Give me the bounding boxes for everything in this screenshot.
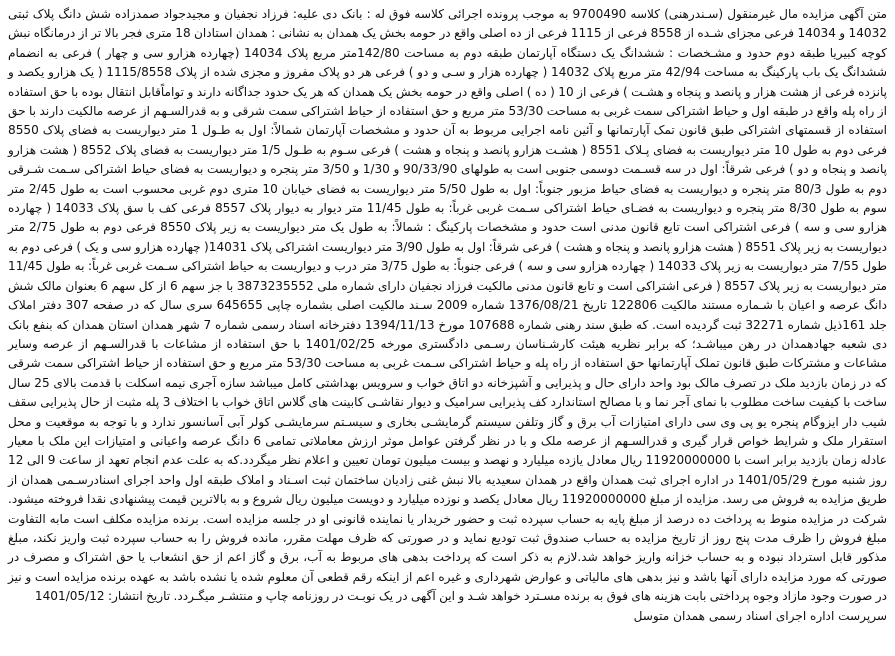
auction-notice <box>8 5 887 646</box>
notice-signature: سرپرست اداره اجرای اسناد رسمی همدان متوسل <box>633 608 887 623</box>
notice-body: متن آگهی مزایده مال غیرمنقول (سـندرهنی) کلاسه 9700490 به موجب پرونده اجرائی کلاسه فوق له : بانک دی علیه: فرزاد نجفیان و مجیدجواد صمدزاده شش دانگ پلاک ثبتی 14032 و 14034 فرعی مجزای شـده از 8558 فرعی از 1115 فرعی از ده اصلی واقع در حومه بخش یک همدان به نشانی : همدان استادان 18 متری فجر بالا تر از درمانگاه نبش کوچه کبیریا طبقه دوم حدود و مشـخصات : ششدانگ یک دستگاه آپارتمان طبقه دوم به مساحت 142/80متر مربع پلاک 14034 (چهارده هزارو سی و چهار ) فرعی به انضمام ششدانگ یک باب پارکینگ به مساحت 42/94 متر مربع پلاک 14032 ( چهارده هزار و سـی و دو ) فرعی هر دو پلاک مفروز و مجزی شده از پلاک 1115/8558 ( یک هزارو یکصد و پانزده فرعی از هشت هزار و پانصد و پنجاه و هشـت ) فرعی از 10 ( ده ) اصلی واقع در حومه بخش یک همدان که هر یک حدود جداگانه دارند و تواماًقابل انتقال بوده با حق استفاده از راه پله واقع در طبقه اول و حیاط اشتراکی سمت غربی به مساحت 53/30 متر مربع و حق استفاده از حیاط اشتراکی سمت شرقی و به قدرالسـهم از عرصه مالکیت دارند با حق استفاده از قسمتهای اشتراکی طبق قانون تمک آپارتمانها و آئین نامه اجرایی مربوط به آن حدود و مشخصات آپارتمان شمالاً: اول به طـول 1 متر دیواریست به فضای پلاک 8550 فرعی دوم به طول 10 متر دیواریست به فضای پـلاک 8551 ( هشـت هزارو پانصد و پنجاه و هشت ) فرعی سـوم به طـول 1/5 متر دیواریست به فضای پلاک 8552 ( هشت هزارو پانصد و پنجاه و دو ) فرعی شرقاً: اول در سه قسـمت دوسمی جنوبی است به طولهای 90/33/90 و 1/30 و 3/50 متر پنجره و دیواریست به فضای حیاط اشتراکی سـمت شـرقی دوم به طول 80/3 متر پنجره و دیواریست به فضای حیاط مزبور جنوباً: اول به طول 5/50 متر دیواریست به فضای خیابان 10 متری دوم غربی محسوب است به طول 2/45 متر سوم به طول 8/30 متر پنجره و دیواریست به فضـای حیاط اشتراکی سـمت غربی غرباً: به طول 11/45 متر دیوار به دیوار پلاک 8557 فرعی کف با سق پلاک 14033 ( چهارده هزارو سی و سه ) فرعی اشتراکی است تابع قانون مدنی است حدود و مشخصات پارکینگ : شمالاً: به طول یک متر دیواریست به زیر پلاک 8550 فرعی دوم به طول 2/75 متر دیواریست به زیر پلاک 8551 ( هشت هزارو پانصد و پنجاه و هشت ) فرعی شرقاً: اول به طول 3/90 متر دیواریست اشتراکی پلاک 14031( چهارده هزارو سی و یک ) فرعی دوم به طول 7/55 متر دیواریست به زیر پلاک 14033 ( چهارده هزارو سی و سه ) فرعی جنوباً: به طول 3/75 متر درب و دیواریست به حیاط اشتراکی سـمت غربی غرباً: به طول 11/45 متر دیواریست به زیر پلاک 8557 ( فرعی اشتراکی است و تابع قانون مدنی مالکیت فرزاد نجفیان دارای شماره ملی 3873235552 با جز سهم 6 از کل سهم 6 بعنوان مالک شش دانگ عرصه و اعیان با شـماره مستند مالکیت 122806 تاریخ 1376/08/21 شماره 2009 سـند مالکیت اصلی بشماره چاپی 645655 سری سال که در صفحه 307 دفتر املاک جلد 161ذیل شماره 32271 ثبت گردیده است. که طبق سند رهنی شماره 107688 مورخ 1394/11/13 دفترخانه اسناد رسمی شماره 7 شهر همدان استان همدان که بنفع بانک دی شعبه جهادهمدان در رهن میباشـد؛ که برابر نظریه هیئت کارشـناسان رسـمی دادگستری مورخه 1401/02/25 با حق استفاده از مشاعات با قدرالسـهم از عرصه وسایر مشاعات و مشترکات طبق قانون تملک آپارتمانها حق استفاده از راه پله و حیاط اشتراکی سـمت غربی به مساحت 53/30 متر مربع و حق استفاده از حیاط اشتراکی سمت شرقی که در زمان بازدید ملک در تصرف مالک بود واحد دارای حال و پذیرایی و آشپزخانه دو اتاق خواب و سرویس بهداشتی کامل میباشد سازه آجری نیمه اسکلت با قدمت بالای 25 سال ساخت با کیفیت ساخت مطلوب با نمای آجر نما و با مصالح استاندارد کف پذیرایی سرامیک و دیوار نقاشـی کابینت های گلاس اتاق خواب با اختلاف 3 پله مثبت از حال پذیرایی سقف شیب دار ایزوگام پنجره یو پی وی سی دارای امتیازات آب برق و گاز وتلفن سیستم گرمایشـی بخاری و سیسـتم سرمایشـی کولر آبی آسانسور ندارد و با توجه به موقعیت و محل استقرار ملک و شرایط خواص قرار گیری و قدرالسـهم از عرصه ملک و با در نظر گرفتن عوامل موثر ارزش معاملاتی تمامی 6 دانگ عرصه واعیانی و امتیازات این ملک با معیار عادله زمان بازدید برابر است با 11920000000 ریال معادل یازده میلیارد و نهصد و بیست میلیون تومان تعیین و اعلام نظر میگردد.که به علت عدم انجام تعهد از ساعت 9 الی 12 روز شنبه مورخ 1401/05/29 در اداره اجرای ثبت همدان واقع در همدان سعیدیه بالا نبش غنی زادیان ساختمان ثبت اسـناد و املاک طبقه اول واحد اجرای اسنادرسـمی همدان از طریق مزایده به فروش می رسد. مزایده از مبلغ 11920000000 ریال معادل یکصد و نوزده میلیارد و دویست میلیون ریال شروع و به بالاترین قیمت پیشنهادی نقدا فروخته میشود. شرکت در مزایده منوط به پرداخت ده درصد از مبلغ پایه به حساب سپرده ثبت و حضور خریدار یا نماینده قانونی او در جلسه مزایده است. برنده مزایده مکلف است مابه التفاوت مبلغ فروش را ظرف مدت پنج روز از تاریخ مزایده به حساب صندوق ثبت تودیع نماید و در صورتی که ظرف مهلت مقرر، مانده فروش را به حساب سپرده ثبت واریز نکند، مبلغ مذکور قابل استرداد نبوده و به حساب خزانه واریز خواهد شد.لازم به ذکر است که پرداخت بدهی های مربوط به آب، برق و گاز اعم از حق انشعاب یا حق اشتراک و مصرف در صورتی که مورد مزایده دارای آنها باشد و نیز بدهی های مالیاتی و عوارض شهرداری و غیره اعم از اینکه رقم قطعی آن معلوم شده یا نشده باشد به عهده برنده مزایده است و نیز در صورت وجود مازاد وجوه پرداختی بابت هزینه های فوق به برنده مسـترد خواهد شـد و این آگهی در یک نوبـت در روزنامه چاپ و منتشـر میگـردد. تاریخ انتشار: 1401/05/12 <box>8 7 888 604</box>
